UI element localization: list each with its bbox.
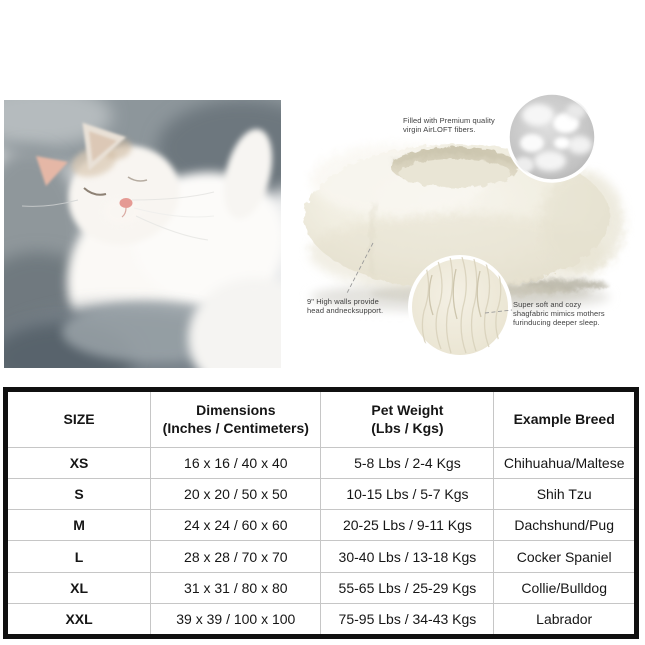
cell-breed: Chihuahua/Maltese (494, 448, 637, 479)
cell-size: S (6, 479, 151, 510)
cell-weight: 30-40 Lbs / 13-18 Kgs (321, 541, 494, 572)
cat-sleeping-photo (4, 100, 281, 368)
annotation-fill-line2: virgin AirLOFT fibers. (403, 125, 476, 134)
cell-breed: Collie/Bulldog (494, 572, 637, 603)
annotation-fabric-line1: Super soft and cozy (513, 300, 582, 309)
cell-dimensions: 20 x 20 / 50 x 50 (151, 479, 321, 510)
annotation-walls-line2: head andnecksupport. (307, 306, 384, 315)
header-weight (321, 390, 494, 448)
cell-weight: 55-65 Lbs / 25-29 Kgs (321, 572, 494, 603)
annotation-fill-line1: Filled with Premium quality (403, 116, 495, 125)
cell-size: XS (6, 448, 151, 479)
table-row-l (6, 541, 637, 572)
cell-dimensions: 39 x 39 / 100 x 100 (151, 603, 321, 636)
header-weight-line2: (Lbs / Kgs) (371, 419, 444, 436)
annotation-walls-line1: 9" High walls provide (307, 297, 379, 306)
cell-dimensions: 24 x 24 / 60 x 60 (151, 510, 321, 541)
size-chart-table (3, 387, 639, 639)
cell-weight: 20-25 Lbs / 9-11 Kgs (321, 510, 494, 541)
table-row-xl (6, 572, 637, 603)
annotation-fabric (513, 300, 605, 327)
cell-dimensions: 31 x 31 / 80 x 80 (151, 572, 321, 603)
cell-breed: Shih Tzu (494, 479, 637, 510)
cell-dimensions: 28 x 28 / 70 x 70 (151, 541, 321, 572)
cell-size: L (6, 541, 151, 572)
cell-dimensions: 16 x 16 / 40 x 40 (151, 448, 321, 479)
annotation-fill (403, 116, 495, 134)
header-dimensions-line1: Dimensions (196, 402, 276, 418)
cell-size: M (6, 510, 151, 541)
table-row-xs (6, 448, 637, 479)
cell-breed: Labrador (494, 603, 637, 636)
cell-weight: 10-15 Lbs / 5-7 Kgs (321, 479, 494, 510)
cell-size: XL (6, 572, 151, 603)
cell-breed: Dachshund/Pug (494, 510, 637, 541)
table-row-s (6, 479, 637, 510)
cell-breed: Cocker Spaniel (494, 541, 637, 572)
annotation-walls (307, 297, 383, 315)
header-breed: Example Breed (494, 390, 637, 448)
header-size: SIZE (6, 390, 151, 448)
fiber-detail-inset (508, 93, 596, 181)
cell-size: XXL (6, 603, 151, 636)
annotation-fabric-line3: furinducing deeper sleep. (513, 318, 600, 327)
header-weight-line1: Pet Weight (371, 402, 444, 418)
cell-weight: 5-8 Lbs / 2-4 Kgs (321, 448, 494, 479)
table-row-m (6, 510, 637, 541)
annotation-fabric-line2: shagfabric mimics mothers (513, 309, 605, 318)
cell-weight: 75-95 Lbs / 34-43 Kgs (321, 603, 494, 636)
table-row-xxl (6, 603, 637, 636)
header-dimensions (151, 390, 321, 448)
header-dimensions-line2: (Inches / Centimeters) (162, 419, 309, 436)
fabric-detail-inset (410, 257, 510, 357)
table-header-row (6, 390, 637, 448)
